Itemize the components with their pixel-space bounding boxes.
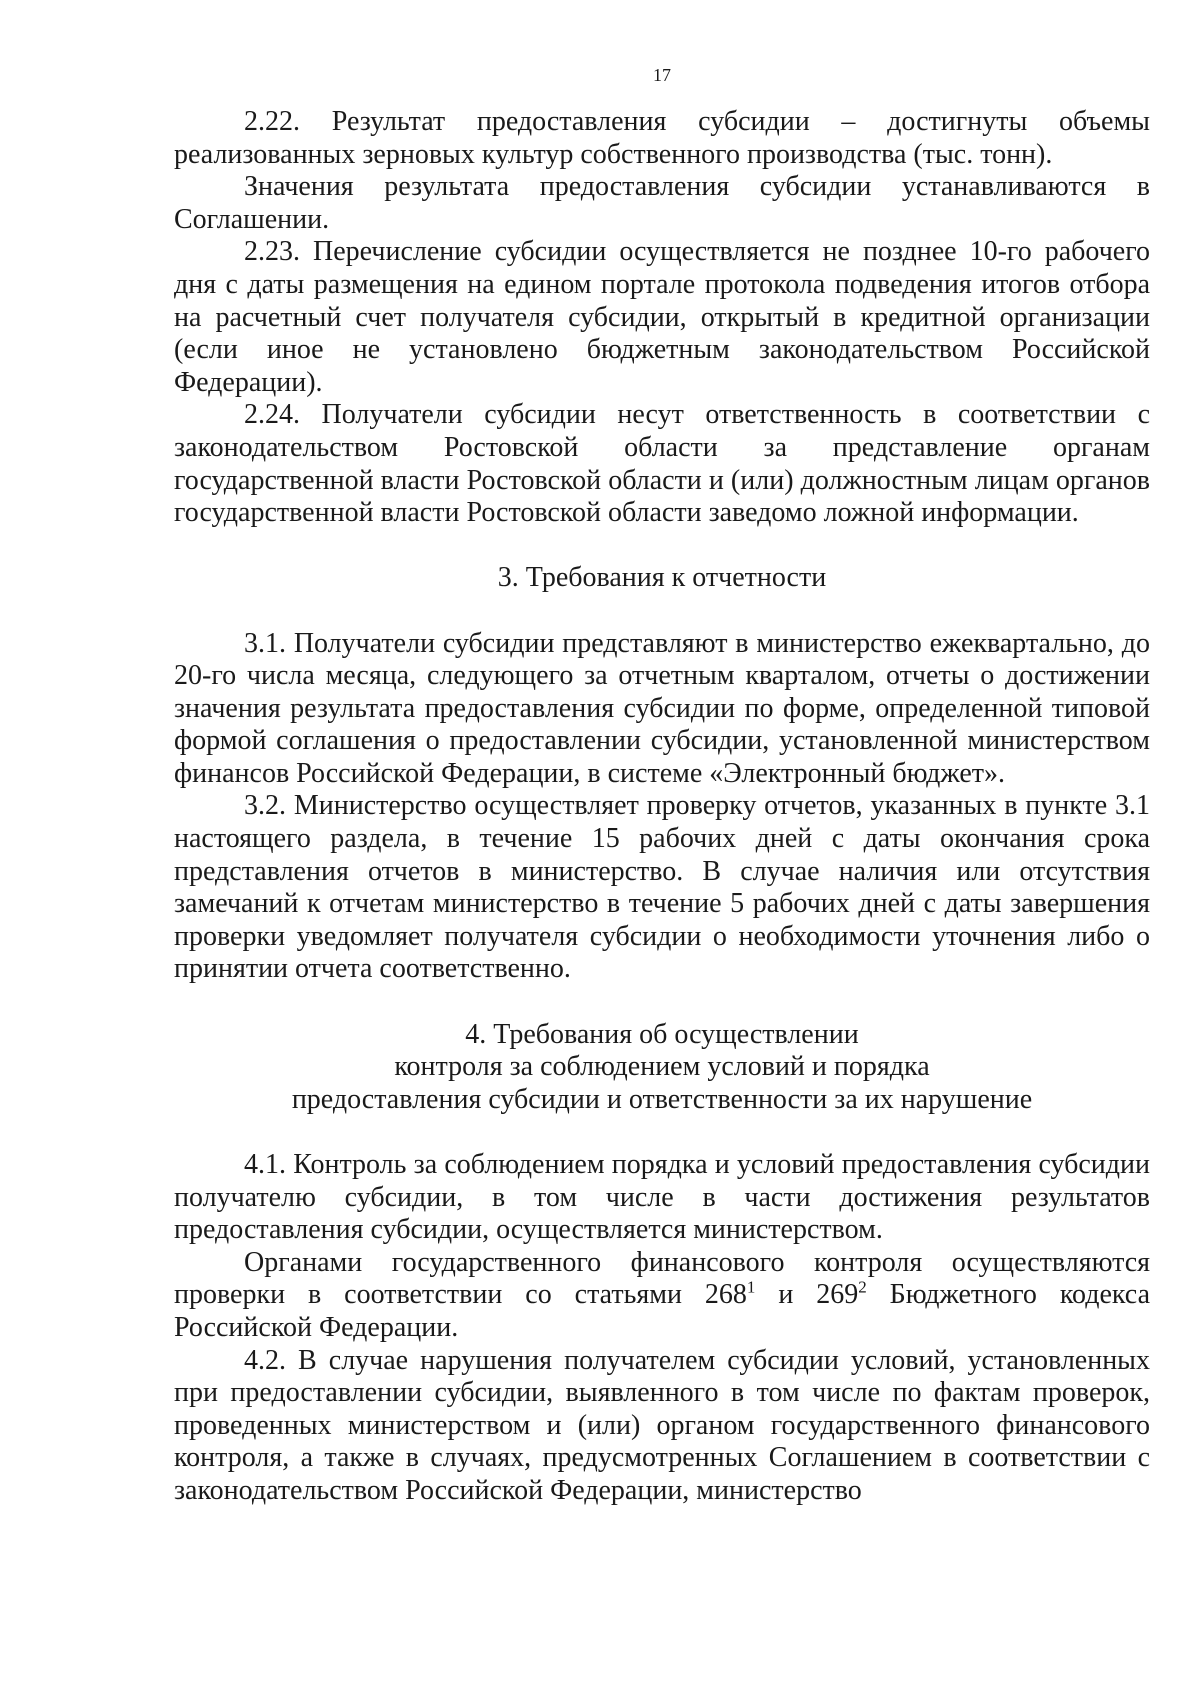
section-4-heading-line-1: 4. Требования об осуществлении [465,1018,859,1050]
spacer [174,1116,1150,1149]
spacer [174,595,1150,628]
paragraph-2-22: 2.22. Результат предоставления субсидии – достигнуты объемы реализованных зерновых культур собственного производства (тыс. тонн). [174,106,1150,170]
spacer [174,530,1150,563]
paragraph-2-22-values: Значения результата предоставления субсидии устанавливаются в Соглашении. [174,171,1150,235]
section-3-heading: 3. Требования к отчетности [497,562,827,594]
superscript-2: 2 [858,1278,867,1298]
superscript-1: 1 [746,1278,756,1298]
paragraph-4-1-control-middle: и 269 [755,1279,859,1311]
spacer [174,986,1150,1019]
paragraph-4-1-control-end: Бюджетного кодекса Российской Федерации. [174,1279,1151,1343]
page-number: 17 [653,65,671,85]
paragraph-4-2: 4.2. В случае нарушения получателем субсидии условий, установленных при предоставлении субсидии, выявленного в том числе по фактам проверок, проведенных министерством и (или) органом государственного финансового контроля, а также в случаях, предусмотренных Соглашением в соответствии с законодательством Российской Федерации, министерство [174,1344,1150,1506]
section-4-heading-line-2: контроля за соблюдением условий и порядка [394,1051,930,1083]
paragraph-4-1-control [174,1247,1150,1345]
paragraph-3-2: 3.2. Министерство осуществляет проверку отчетов, указанных в пункте 3.1 настоящего раздела, в течение 15 рабочих дней с даты окончания срока представления отчетов в министерство. В случае наличия или отсутствия замечаний к отчетам министерство в течение 5 рабочих дней с даты завершения проверки уведомляет получателя субсидии о необходимости уточнения либо о принятии отчета соответственно. [174,790,1150,985]
paragraph-2-24: 2.24. Получатели субсидии несут ответственность в соответствии с законодательством Ростовской области за представление органам государственной власти Ростовской области и (или) должностным лицам органов государственной власти Ростовской области заведомо ложной информации. [174,399,1150,529]
document-page [174,64,1150,1508]
paragraph-4-1: 4.1. Контроль за соблюдением порядка и условий предоставления субсидии получателю субсидии, в том числе в части достижения результатов предоставления субсидии, осуществляется министерством. [174,1149,1150,1246]
section-4-heading-line-3: предоставления субсидии и ответственности за их нарушение [291,1083,1033,1115]
paragraph-3-1: 3.1. Получатели субсидии представляют в министерство ежеквартально, до 20-го числа месяца, следующего за отчетным кварталом, отчеты о достижении значения результата предоставления субсидии по форме, определенной типовой формой соглашения о предоставлении субсидии, установленной министерством финансов Российской Федерации, в системе «Электронный бюджет». [174,627,1150,789]
paragraph-2-23: 2.23. Перечисление субсидии осуществляется не позднее 10-го рабочего дня с даты размещения на едином портале протокола подведения итогов отбора на расчетный счет получателя субсидии, открытый в кредитной организации (если иное не установлено бюджетным законодательством Российской Федерации). [174,236,1150,398]
paragraph-4-1-control-text: Органами государственного финансового контроля осуществляются проверки в соответствии со статьями 268 [174,1246,1150,1311]
